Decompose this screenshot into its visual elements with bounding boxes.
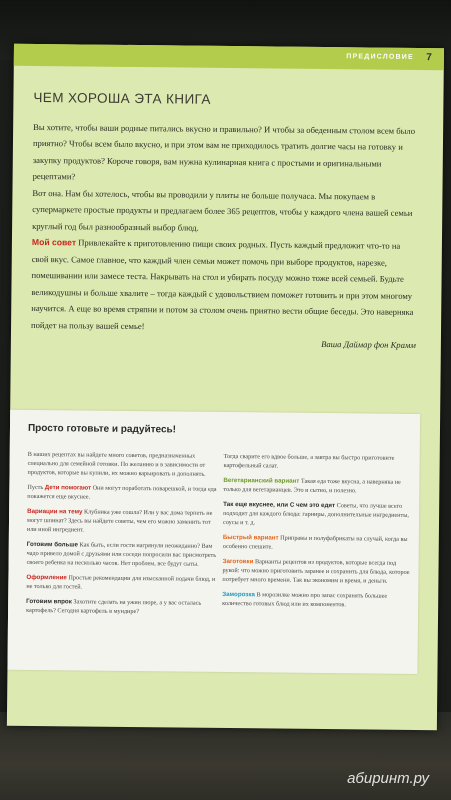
panel-right-intro: Тогда сварите его вдвое больше, а завтра вы быстро приготовите картофельный салат. bbox=[223, 452, 395, 470]
panel-item bbox=[223, 533, 413, 553]
panel-item bbox=[26, 573, 216, 593]
author-signature: Ваша Даймар фон Крамм bbox=[321, 338, 416, 350]
panel-item-text: Простые рекомендации для изысканной подачи блюд, и не только для гостей. bbox=[26, 574, 216, 591]
panel-item-text: Такая еда тоже вкусна, а наверняка не только для вегетарианцев. Это и сытно, и полезно. bbox=[223, 477, 401, 495]
tip-text: Привлекайте к приготовлению пищи своих родных. Пусть каждый предложит что-то на свой вкус. Самое главное, что каждый член семьи может помочь при выборе продуктов, нарезке, помешивании или замесе теста. Накрывать на стол и убирать посуду можно тоже всей семьей. Будьте великодушны и больше хвалите – тогда каждый с удовольствием поможет готовить и при этом многому научится. А еще во время стряпни и потом за столом очень приятно вести общие беседы. Это наверняка пойдет на пользу вашей семье! bbox=[31, 237, 414, 331]
panel-item-tag: Быстрый вариант bbox=[222, 533, 279, 542]
panel-item-tag: Дети помогают bbox=[44, 484, 92, 492]
panel-item-tag: Вегетарианский вариант bbox=[223, 476, 300, 485]
tip-label: Мой совет bbox=[31, 236, 77, 248]
panel-item-text: В морозилке можно про запас сохранять большее количество готовых блюд или их компонентов. bbox=[222, 591, 388, 609]
panel-item bbox=[222, 590, 412, 610]
panel-item bbox=[222, 557, 412, 586]
panel-item-text: Как быть, если гости нагрянули неожиданно? Вам чадо привело домой с друзьями или соседи попросили вас присмотреть своего ребенка на несколько часов. Нет проблем, все будут сыты. bbox=[26, 541, 217, 568]
panel-column-right bbox=[222, 452, 414, 616]
panel-item bbox=[27, 507, 217, 536]
tip-paragraph bbox=[31, 234, 417, 337]
panel-item-tag: Готовим больше bbox=[26, 540, 79, 549]
intro-paragraph-1: Вы хотите, чтобы ваши родные питались вкусно и правильно? И чтобы за обеденным столом всем было приятно? Чтобы всем было вкусно, и при этом вам не приходилось тратить долгие часы на готовку и закупку продуктов? Короче говоря, вам нужна кулинарная книга с простыми и оригинальными рецептами? bbox=[32, 121, 416, 182]
intro-section bbox=[31, 90, 419, 354]
info-panel bbox=[7, 410, 420, 674]
running-head: ПРЕДИСЛОВИЕ bbox=[346, 53, 414, 61]
panel-item-text: Советы, что лучше всего подходит для каждого блюда: гарниры, дополнительные ингредиенты, соусы и т. д. bbox=[222, 502, 409, 527]
panel-item bbox=[26, 597, 216, 617]
page-number: 7 bbox=[426, 52, 432, 64]
panel-item bbox=[223, 476, 413, 496]
panel-title: Просто готовьте и радуйтесь! bbox=[27, 422, 177, 436]
panel-item-tag: Оформление bbox=[26, 573, 67, 582]
panel-item-tag: Так еще вкуснее, или С чем это едят bbox=[223, 500, 336, 510]
section-title: ЧЕМ ХОРОША ЭТА КНИГА bbox=[33, 89, 211, 107]
panel-item-text: Захотите сделать на ужин пюре, а у вас осталась картофель? Сегодня картофель в мундире? bbox=[26, 598, 202, 616]
site-watermark: абиринт.ру bbox=[347, 770, 429, 787]
panel-item-text: Варианты рецептов из продуктов, которые всегда под рукой: что можно приготовить заранее и сохранить для блюда, которое потребует много времени. Так вы экономим и время, и деньги. bbox=[222, 558, 410, 585]
panel-item bbox=[223, 500, 413, 529]
book-page bbox=[7, 44, 444, 730]
panel-item-tag: Готовим впрок bbox=[26, 597, 72, 606]
panel-intro: В наших рецептах вы найдете много советов, предназначенных специально для семейной готовки. По желанию и в зависимости от продуктов, которые вы купили, их можно варьировать и дополнять. bbox=[27, 450, 206, 478]
panel-item-text: Клубника уже сошла? Или у вас дома терпеть не могут шпинат? Здесь вы найдете советы, чем его можно заменить тот или иной ингредиент. bbox=[26, 508, 213, 534]
panel-item bbox=[27, 483, 217, 503]
panel-item-prefix: Пусть bbox=[27, 483, 45, 492]
panel-column-left bbox=[26, 450, 218, 623]
panel-item-text: Они могут поработать поварешкой, и тогда еда покажется еще вкуснее. bbox=[27, 484, 217, 501]
panel-item-text: Приправы и полуфабрикаты на случай, когда вы особенно спешите. bbox=[222, 534, 408, 551]
panel-item-tag: Вариации на тему bbox=[27, 507, 83, 516]
panel-item-tag: Заморозка bbox=[222, 590, 255, 599]
header-bar bbox=[14, 44, 444, 71]
intro-paragraph-2: Вот она. Нам бы хотелось, чтобы вы проводили у плиты не больше получаса. Мы покупаем в супермаркете простые продукты и предлагаем более 365 рецептов, чтобы у каждого члена вашей семьи круглый год был разнообразный выбор блюд. bbox=[32, 187, 413, 233]
panel-item-tag: Заготовки bbox=[222, 557, 254, 566]
panel-item bbox=[27, 540, 217, 569]
